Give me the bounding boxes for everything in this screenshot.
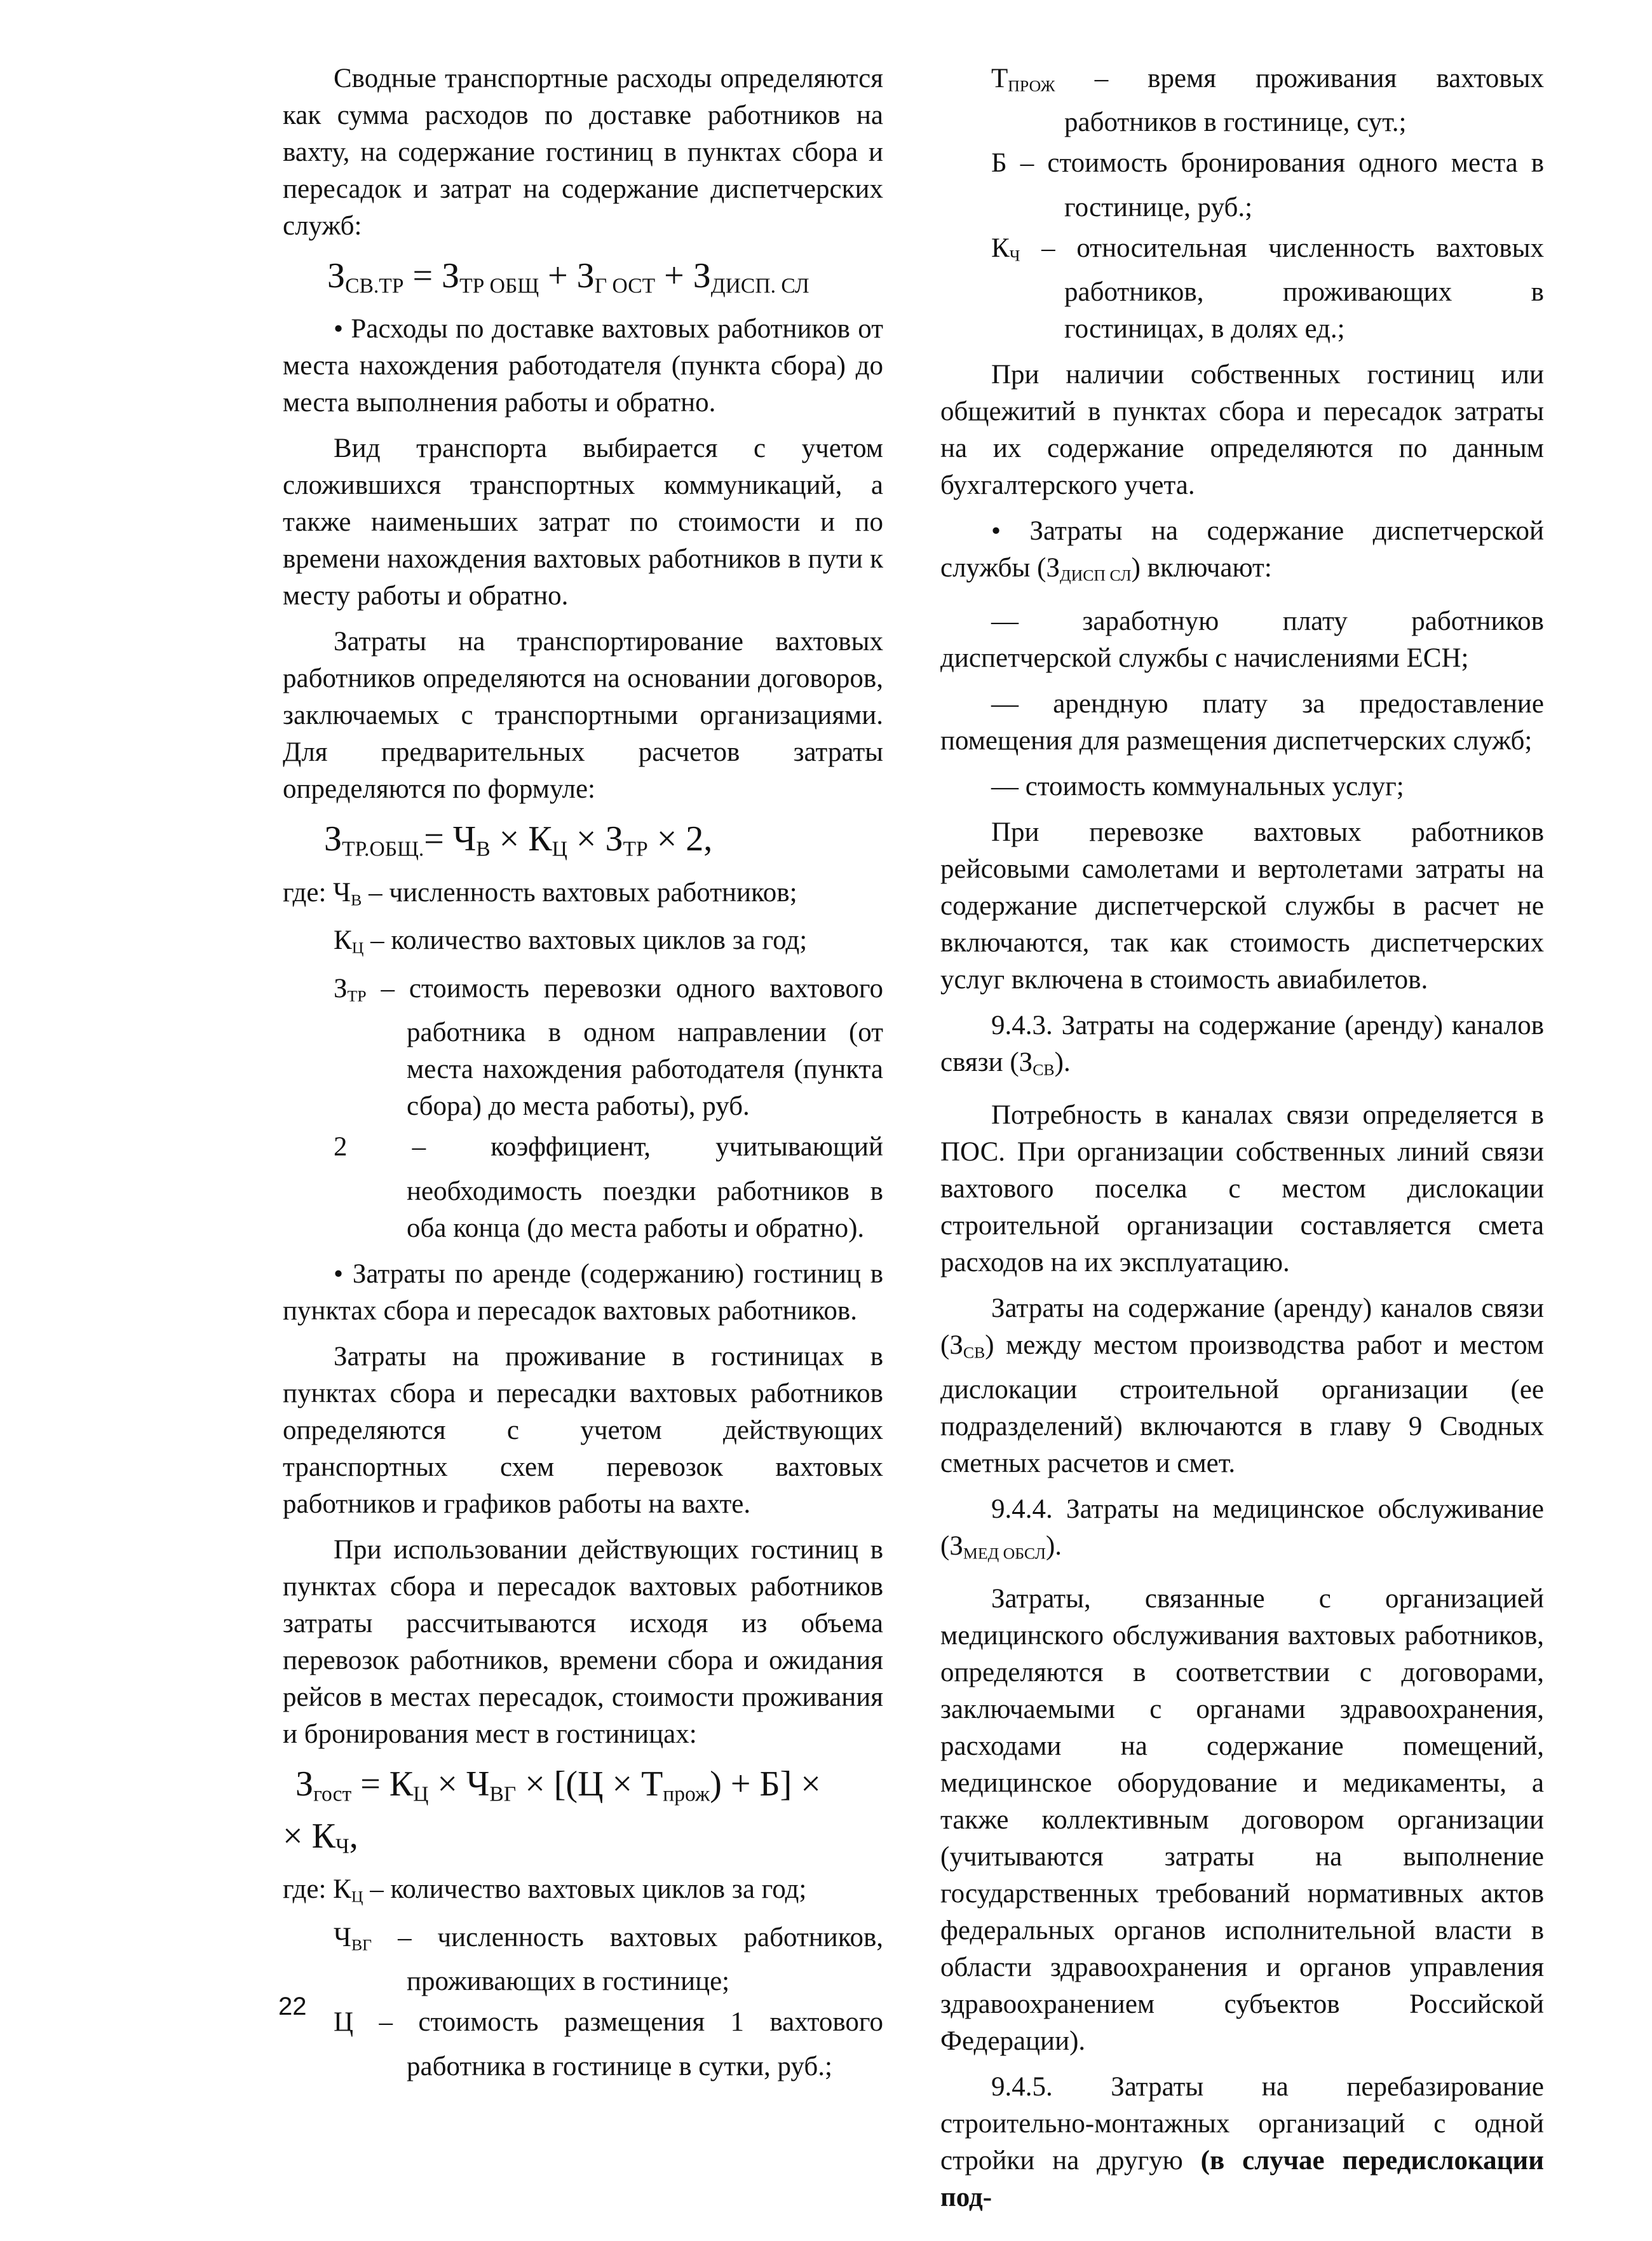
definition-list — [283, 875, 883, 1247]
definition-list — [283, 1871, 883, 2085]
formula-hotel-cost: $З_{гост} = К_Ц \times Ч_{ВГ} \times [(Ц \times Т_{прож}) + Б]$ × — [295, 1764, 821, 1806]
paragraph: Вид транспорта выбирается с учетом сложившихся транспортных коммуникаций, а также наименьших затрат по стоимости и по времени нахождения вахтовых работников в пути к месту работы и обратно. — [283, 433, 883, 611]
left-column — [283, 60, 883, 2094]
definition-item: $К_Ч$ – относительная численность вахтовых работников, проживающих в гостиницах, в долях ед.; — [991, 233, 1544, 344]
paragraph: При использовании действующих гостиниц в пунктах сбора и пересадок вахтовых работников затраты рассчитываются исходя из объема перевозок работников, времени сбора и ожидания рейсов в местах пересадок, стоимости проживания и бронирования мест в гостиницах: — [283, 1534, 883, 1749]
definition-item: $К_Ц$ – количество вахтовых циклов за год; — [334, 925, 808, 957]
definition-item: $З_{ТР}$ – стоимость перевозки одного вахтового работника в одном направлении (от места нахождения работодателя (пункта сбора) до места работы), руб. — [334, 973, 883, 1122]
paragraph: При наличии собственных гостиниц или общежитий в пунктах сбора и пересадок затраты на их содержание определяются по данным бухгалтерского учета. — [940, 360, 1544, 501]
formula-hotel-cost-line2: × $К_Ч$, — [283, 1816, 358, 1858]
paragraph: Потребность в каналах связи определяется в ПОС. При организации собственных линий связи вахтового поселка с местом дислокации строительной организации составляется смета расходов на их эксплуатацию. — [940, 1100, 1544, 1278]
list-item: — арендную плату за предоставление помещения для размещения диспетчерских служб; — [940, 688, 1544, 756]
definition-item: $Т_{ПРОЖ}$ – время проживания вахтовых работников в гостинице, сут.; — [991, 64, 1544, 138]
formula-transport-total: $З_{СВ.ТР} = З_{ТР ОБЩ} + З_{Г ОСТ} + З_{ДИСП. СЛ}$ — [327, 256, 809, 298]
list-item: — заработную плату работников диспетчерской службы с начислениями ЕСН; — [940, 606, 1544, 673]
paragraph: При перевозке вахтовых работников рейсовыми самолетами и вертолетами затраты на содержание диспетчерской службы в расчет не включаются, так как стоимость диспетчерских услуг включена в стоимость авиабилетов. — [940, 817, 1544, 995]
paragraph: Сводные транспортные расходы определяются как сумма расходов по доставке работников на вахту, на содержание гостиниц в пунктах сбора и пересадок и затрат на содержание диспетчерских служб: — [283, 64, 883, 241]
list-item: — стоимость коммунальных услуг; — [991, 771, 1404, 801]
right-column — [940, 60, 1544, 2225]
definition-list — [940, 60, 1544, 348]
paragraph: • Затраты по аренде (содержанию) гостиниц в пунктах сбора и пересадок вахтовых работников. — [283, 1258, 883, 1326]
section-heading-9-4-4: 9.4.4. Затраты на медицинское обслуживание $(З_{МЕД ОБСЛ})$. — [940, 1494, 1544, 1563]
paragraph: Затраты на проживание в гостиницах в пунктах сбора и пересадки вахтовых работников определяются с учетом действующих транспортных схем перевозок вахтовых работников и графиков работы на вахте. — [283, 1341, 883, 1519]
paragraph: Затраты на транспортирование вахтовых работников определяются на основании договоров, заключаемых с транспортными организациями. Для предварительных расчетов затраты определяются по формуле: — [283, 627, 883, 805]
definition-item: Ц – стоимость размещения 1 вахтового работника в гостинице в сутки, руб.; — [334, 2007, 883, 2081]
definition-item: Б – стоимость бронирования одного места в гостинице, руб.; — [991, 148, 1545, 222]
definition-item: $Ч_{ВГ}$ – численность вахтовых работников, проживающих в гостинице; — [334, 1922, 883, 1997]
definition-item: где: $Ч_В$ – численность вахтовых работников; — [283, 877, 797, 909]
paragraph: Затраты, связанные с организацией медицинского обслуживания вахтовых работников, определяются в соответствии с договорами, заключаемыми с органами здравоохранения, расходами на содержание помещений, медицинское оборудование и медикаменты, а также коллективным договором организации (учитываются затраты на выполнение государственных требований нормативных актов федеральных органов исполнительной власти в области здравоохранения и органов управления здравоохранением субъектов Российской Федерации). — [940, 1584, 1544, 2057]
section-heading-9-4-3: 9.4.3. Затраты на содержание (аренду) каналов связи $(З_{СВ})$. — [940, 1010, 1544, 1079]
paragraph: Затраты на содержание (аренду) каналов связи $(З_{СВ})$ между местом производства работ и местом дислокации строительной организации (ее подразделений) включаются в главу 9 Сводных сметных расчетов и смет. — [940, 1293, 1544, 1478]
paragraph: • Затраты на содержание диспетчерской службы $(З_{ДИСП СЛ})$ включают: — [940, 516, 1544, 585]
formula-transport-cost: $З_{ТР.ОБЩ.}= Ч_В \times К_Ц \times З_{ТР} \times 2$, — [324, 819, 713, 861]
definition-item: где: $К_Ц$ – количество вахтовых циклов за год; — [283, 1874, 807, 1906]
section-heading-9-4-5: 9.4.5. Затраты на перебазирование строительно-монтажных организаций с одной стройки на другую (в случае передислокации под- — [940, 2072, 1544, 2213]
page-number: 22 — [278, 1992, 307, 2020]
definition-item: 2 – коэффициент, учитывающий необходимость поездки работников в оба конца (до места работы и обратно). — [334, 1132, 884, 1243]
paragraph: • Расходы по доставке вахтовых работников от места нахождения работодателя (пункта сбора) до места выполнения работы и обратно. — [283, 314, 883, 418]
